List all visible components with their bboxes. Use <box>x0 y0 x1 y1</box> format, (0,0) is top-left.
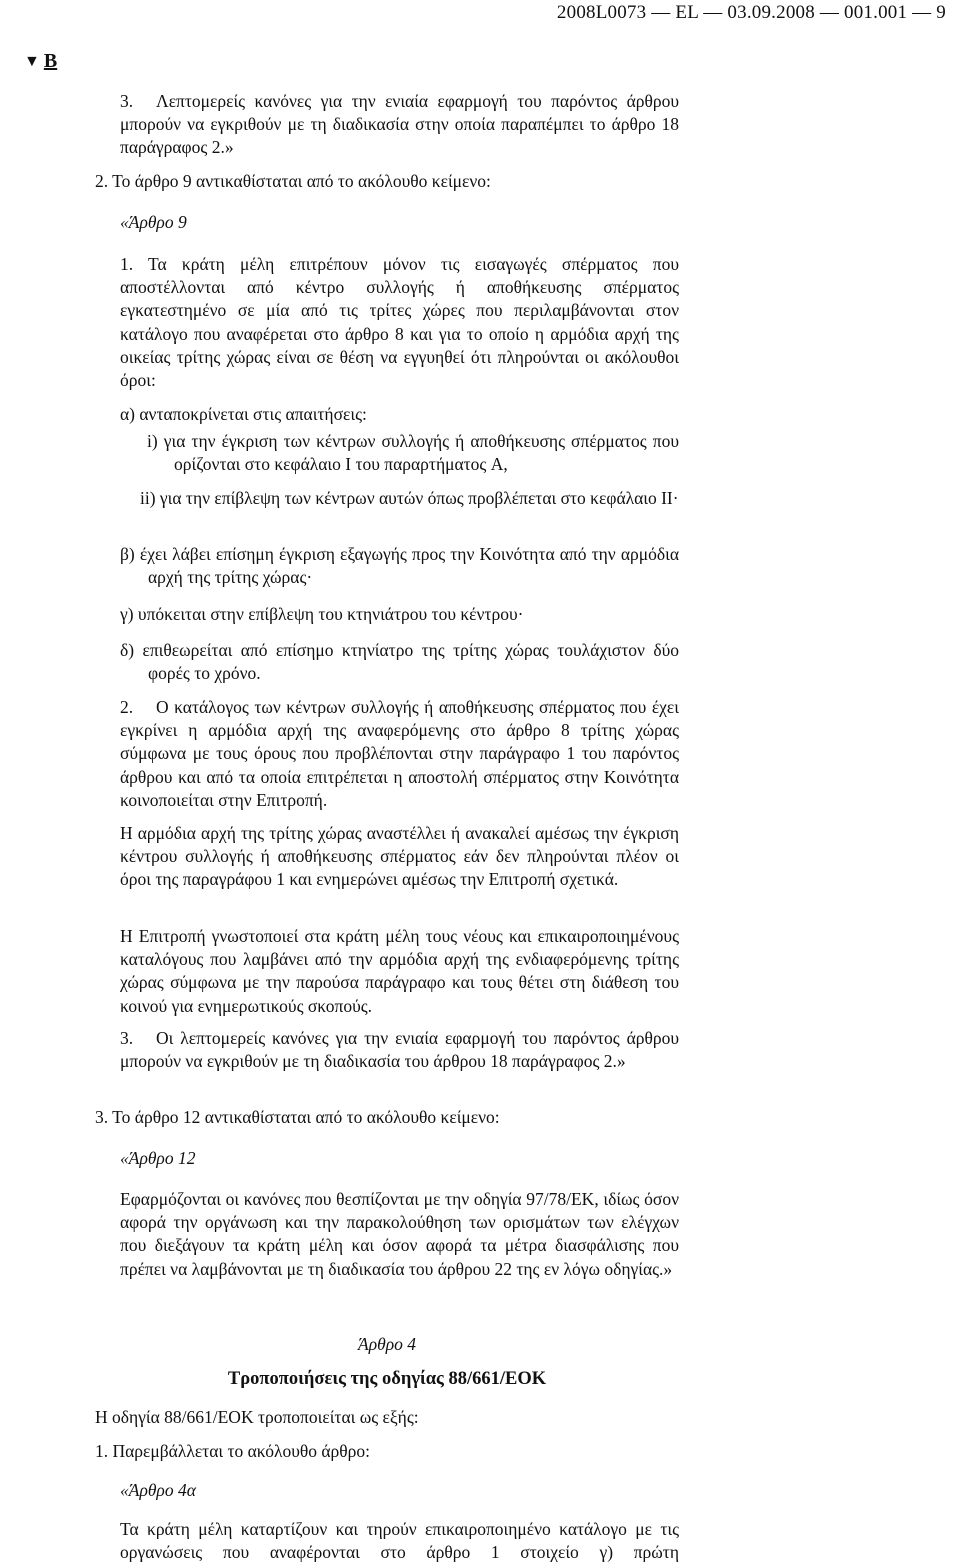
condition-d: δ) επιθεωρείται από επίσημο κτηνίατρο της τρίτης χώρας τουλάχιστον δύο φορές το χρόνο. <box>120 640 679 684</box>
article-4-title: Άρθρο 4 <box>358 1334 416 1354</box>
article-9-paragraph-2-b: Η αρμόδια αρχή της τρίτης χώρας αναστέλλει ή ανακαλεί αμέσως την έγκριση κέντρου συλλογής ή αποθήκευσης σπέρματος εάν δεν πληρούνται πλέον οι όροι της παραγράφου 1 και ενημερώνει αμέσως την Επιτροπή σχετικά. <box>120 823 679 890</box>
article-4a-paragraph: Τα κράτη μέλη καταρτίζουν και τηρούν επικαιροποιημένο κατάλογο με τις οργανώσεις που αναφέρονται στο άρθρο 1 στοιχείο γ) πρώτη <box>120 1519 679 1563</box>
condition-c: γ) υπόκειται στην επίβλεψη του κτηνιάτρου του κέντρου· <box>120 604 524 624</box>
article-9-paragraph-2: Ο κατάλογος των κέντρων συλλογής ή αποθήκευσης σπέρματος που έχει εγκρίνει η αρμόδια αρχή της αναφερόμενης στο άρθρο 8 τρίτης χώρας σύμφωνα με τους όρους που προβλέπονται στην παράγραφο 1 του παρόντος άρθρου και από τα οποία επιτρέπεται η αποστολή σπέρματος στην Κοινότητα κοινοποιείται στην Επιτροπή. <box>120 697 679 810</box>
paragraph-3-text: Λεπτομερείς κανόνες για την ενιαία εφαρμογή του παρόντος άρθρου μπορούν να εγκριθούν με τη διαδικασία στην οποία παραπέμπει το άρθρο 18 παράγραφος 2.» <box>120 91 679 158</box>
paragraph-number: 2. <box>120 697 134 717</box>
condition-a-ii: ii) για την επίβλεψη των κέντρων αυτών όπως προβλέπεται στο κεφάλαιο II· <box>140 488 679 508</box>
amendment-item-2: 2. Το άρθρο 9 αντικαθίσταται από το ακόλουθο κείμενο: <box>95 171 491 191</box>
article-4-item-1: 1. Παρεμβάλλεται το ακόλουθο άρθρο: <box>95 1441 370 1461</box>
article-4a-title: «Άρθρο 4α <box>120 1480 196 1500</box>
article-9-paragraph-1: 1. Τα κράτη μέλη επιτρέπουν μόνον τις εισαγωγές σπέρματος που αποστέλλονται από κέντρο συλλογής ή αποθήκευσης σπέρματος εγκατεστημένο σε μία από τις τρίτες χώρες που περιλαμβάνονται στον κατάλογο που αναφέρεται στο άρθρο 8 και για το οποίο η αρμόδια αρχή της οικείας τρίτης χώρας είναι σε θέση να εγγυηθεί ότι πληρούνται οι ακόλουθοι όροι: <box>120 254 679 391</box>
article-4-heading: Τροποποιήσεις της οδηγίας 88/661/ΕΟΚ <box>227 1369 547 1389</box>
consolidation-marker <box>24 50 57 73</box>
article-9-paragraph-3: Οι λεπτομερείς κανόνες για την ενιαία εφαρμογή του παρόντος άρθρου μπορούν να εγκριθούν με τη διαδικασία του άρθρου 18 παράγραφος 2.» <box>120 1028 679 1072</box>
article-4-intro: Η οδηγία 88/661/ΕΟΚ τροποποιείται ως εξής: <box>95 1407 419 1427</box>
triangle-down-icon: ▼ <box>24 53 40 70</box>
article-9-title: «Άρθρο 9 <box>120 212 187 232</box>
condition-a: α) ανταποκρίνεται στις απαιτήσεις: <box>120 404 367 424</box>
article-12-title: «Άρθρο 12 <box>120 1148 196 1168</box>
article-12-paragraph: Εφαρμόζονται οι κανόνες που θεσπίζονται με την οδηγία 97/78/ΕΚ, ιδίως όσον αφορά την οργάνωση και την παρακολούθηση των ορισμάτων των ελέγχων που διεξάγουν τα κράτη μέλη και όσον αφορά τα μέτρα διασφάλισης που πρέπει να λαμβάνονται με τη διαδικασία του άρθρου 22 της εν λόγω οδηγίας.» <box>120 1189 679 1279</box>
running-header: 2008L0073 — EL — 03.09.2008 — 001.001 — 9 <box>556 2 946 23</box>
condition-a-i: i) για την έγκριση των κέντρων συλλογής ή αποθήκευσης σπέρματος που ορίζονται στο κεφάλαιο I του παραρτήματος A, <box>147 431 679 475</box>
amendment-item-3: 3. Το άρθρο 12 αντικαθίσταται από το ακόλουθο κείμενο: <box>95 1107 500 1127</box>
paragraph-number: 3. <box>120 1028 134 1048</box>
marker-letter: B <box>43 50 58 72</box>
paragraph-number: 3. <box>120 91 134 111</box>
condition-b: β) έχει λάβει επίσημη έγκριση εξαγωγής προς την Κοινότητα από την αρμόδια αρχή της τρίτης χώρας· <box>120 544 679 588</box>
article-9-paragraph-2-c: Η Επιτροπή γνωστοποιεί στα κράτη μέλη τους νέους και επικαιροποιημένους καταλόγους που λαμβάνει από την αρμόδια αρχή της ενδιαφερόμενης τρίτης χώρας σύμφωνα με την παρούσα παράγραφο και τους θέτει στη διάθεση του κοινού για ενημερωτικούς σκοπούς. <box>120 926 679 1016</box>
